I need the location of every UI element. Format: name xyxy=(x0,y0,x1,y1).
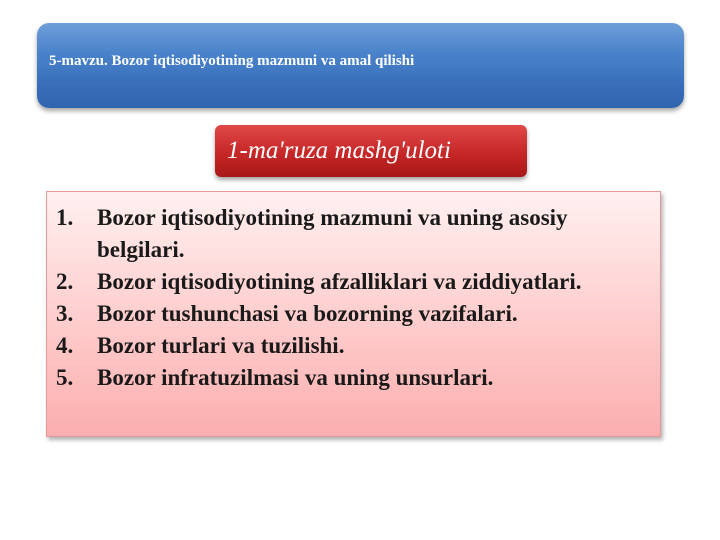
subtitle-banner xyxy=(215,125,527,177)
list-item-text: Bozor tushunchasi va bozorning vazifalari. xyxy=(97,301,518,326)
list-item xyxy=(47,202,660,266)
list-item-number: 4. xyxy=(56,333,74,358)
list-item-text: Bozor turlari va tuzilishi. xyxy=(97,333,345,358)
slide-title: 5-mavzu. Bozor iqtisodiyotining mazmuni va amal qilishi xyxy=(49,53,415,69)
list-item-number: 3. xyxy=(56,301,74,326)
list-item-number: 2. xyxy=(56,269,74,294)
list-item xyxy=(47,330,660,362)
list-item-number: 1. xyxy=(56,205,74,230)
list-item-text: Bozor infratuzilmasi va uning unsurlari. xyxy=(97,365,494,390)
topics-list xyxy=(47,192,660,394)
slide-subtitle: 1-ma'ruza mashg'uloti xyxy=(227,137,451,164)
list-item xyxy=(47,362,660,394)
list-item-text: Bozor iqtisodiyotining mazmuni va uning asosiy belgilari. xyxy=(97,205,568,262)
title-banner xyxy=(37,23,684,108)
list-item-text: Bozor iqtisodiyotining afzalliklari va ziddiyatlari. xyxy=(97,269,582,294)
list-item-number: 5. xyxy=(56,365,74,390)
topics-box xyxy=(46,191,661,437)
list-item xyxy=(47,266,660,298)
list-item xyxy=(47,298,660,330)
